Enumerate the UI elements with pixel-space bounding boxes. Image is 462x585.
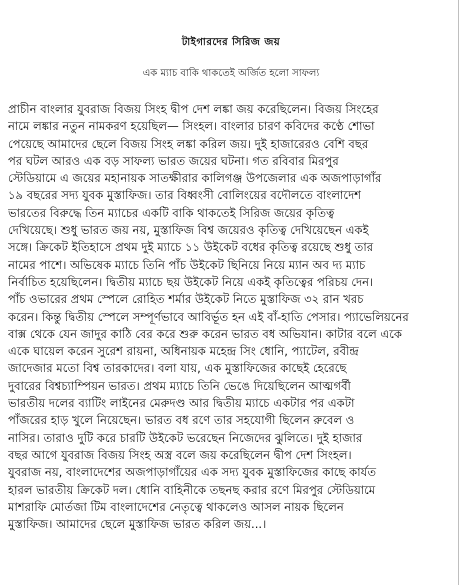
- article-line: দেখিয়েছে। শুধু ভারত জয় নয়, মুস্তাফিজ বিশ্ব জয়েরও কৃতিত্ব দেখিয়েছেন একই: [8, 223, 369, 238]
- headline: টাইগারদের সিরিজ জয়: [181, 36, 281, 48]
- article-line: মুস্তাফিজ। আমাদের ছেলে মুস্তাফিজ ভারত করিল জয়...।: [8, 517, 267, 532]
- article-line: নামের পাশে। অভিষেক ম্যাচে তিনি পাঁচ উইকেট ছিনিয়ে নিয়ে ম্যান অব দ্য ম্যাচ: [8, 257, 366, 272]
- article-line: দুবারের বিশ্বচ্যাম্পিয়ন ভারত। প্রথম ম্যাচে তিনি ভেঙে দিয়েছিলেন আত্মগর্বী: [8, 378, 351, 393]
- article-line: পাঁজরের হাড় খুলে নিয়েছেন। ভারত বধ রণে তার সহযোগী ছিলেন রুবেল ও: [8, 413, 355, 428]
- article-line: ভারতীয় দলের ব্যাটিং লাইনের মেরুদণ্ড আর দ্বিতীয় ম্যাচে একটার পর একটা: [8, 396, 355, 411]
- article-line: পর ঘটল আরও এক বড় সাফল্য ভারত জয়ের ঘটনা। গত রবিবার মিরপুর: [8, 153, 339, 168]
- article-line: নির্বাচিত হয়েছিলেন। দ্বিতীয় ম্যাচে ছয় উইকেট নিয়ে একই কৃতিত্বের পরিচয় দেন।: [8, 274, 374, 289]
- article-line: যুবরাজ নয়, বাংলাদেশের অজপাড়াগাঁয়ের এক সদ্য যুবক মুস্তাফিজের কাছে কার্যত: [8, 465, 377, 480]
- article-line: করেন। কিন্তু দ্বিতীয় স্পেলে সম্পূর্ণভাবে আবির্ভূত হন এই বাঁ-হাতি পেসার। প্যাভেলিয়নের: [8, 309, 409, 324]
- article-line: সঙ্গে। ক্রিকেট ইতিহাসে প্রথম দুই ম্যাচে ১১ উইকেট বধের কৃতিত্ব রয়েছে শুধু তার: [8, 240, 374, 255]
- article-body: [8, 101, 450, 533]
- article-line: ১৯ বছরের সদ্য যুবক মুস্তাফিজ। তার বিধ্বংসী বোলিংয়ের বদৌলতে বাংলাদেশ: [8, 188, 362, 203]
- article-line: জাদেজার মতো বিশ্ব তারকাদের। বলা যায়, এক মুস্তাফিজের কাছেই হেরেছে: [8, 361, 347, 376]
- article-line: প্রাচীন বাংলার যুবরাজ বিজয় সিংহ দ্বীপ দেশ লঙ্কা জয় করেছিলেন। বিজয় সিংহের: [8, 102, 379, 116]
- article-line: পেয়েছে আমাদের ছেলে বিজয় সিংহ লঙ্কা করিল জয়। দুই হাজারেরও বেশি বছর: [8, 136, 369, 151]
- column-divider: [458, 0, 459, 585]
- article-line: একে ঘায়েল করেন সুরেশ রায়না, অধিনায়ক মহেন্দ্র সিং ধোনি, প্যাটেল, রবীন্দ্র: [8, 344, 359, 359]
- article-line: ভারতের বিরুদ্ধে তিন ম্যাচের একটি বাকি থাকতেই সিরিজ জয়ের কৃতিত্ব: [8, 205, 335, 220]
- article-line: মাশরাফি মোর্তজা টিম বাংলাদেশের নেতৃত্বে থাকলেও আসল নায়ক ছিলেন: [8, 499, 344, 514]
- article-line: বাক্স থেকে যেন জাদুর কাঠি বের করে শুরু করেন ভারত বধ অভিযান। কাটার বলে একে: [8, 326, 403, 341]
- subheadline: এক ম্যাচ বাকি থাকতেই অর্জিত হলো সাফল্য: [142, 68, 320, 79]
- article-line: স্টেডিয়ামে এ জয়ের মহানায়ক সাতক্ষীরার কালিগঞ্জ উপজেলার এক অজপাড়াগাঁর: [8, 171, 382, 186]
- article-line: নামে লঙ্কার নতুন নামকরণ হয়েছিল— সিংহল। বাংলার চারণ কবিদের কণ্ঠে শোভা: [8, 119, 375, 134]
- article-line: নাসির। তারাও দুটি করে চারটি উইকেট ভরেছেন নিজেদের ঝুলিতে। দুই হাজার: [8, 430, 363, 445]
- article-line: বছর আগে যুবরাজ বিজয় সিংহ অস্ত্র বলে জয় করেছিলেন দ্বীপ দেশ সিংহল।: [8, 447, 352, 462]
- article-line: হারল ভারতীয় ক্রিকেট দল। ধোনি বাহিনীকে তছনছ করার রণে মিরপুর স্টেডিয়ামে: [8, 482, 376, 497]
- article-line: পাঁচ ওভারের প্রথম স্পেলে রোহিত শর্মার উইকেট নিতে মুস্তাফিজ ৩২ রান খরচ: [8, 292, 364, 307]
